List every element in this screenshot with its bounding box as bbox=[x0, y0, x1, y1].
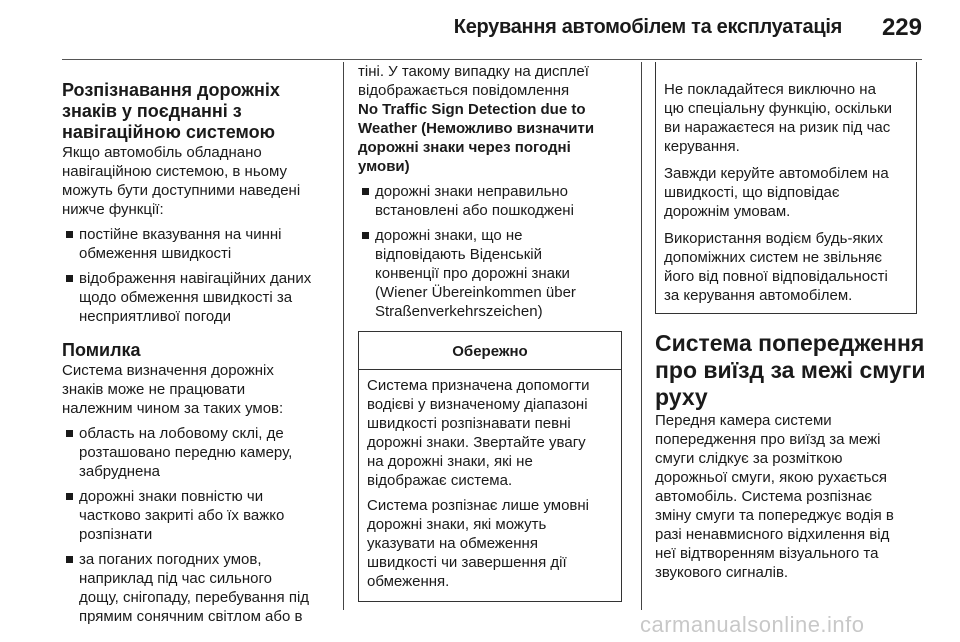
section-body: Передня камера системи попередження про виїзд за межі смуги слідкує за розміткою дорожньої смуги, якою рухається автомобіль. Система розпізнає зміну смуги та попереджує водія в разі ненавмисного відхилення від неї відтворенням візуального та звукового сигналів. bbox=[655, 412, 894, 581]
header-divider bbox=[62, 59, 922, 60]
section-heading-lane-departure: Система попередження про виїзд за межі смуги руху bbox=[655, 330, 926, 410]
continued-text: тіні. У такому випадку на дисплеї відображається повідомлення bbox=[358, 63, 589, 99]
column-divider-2 bbox=[641, 62, 642, 610]
warning-paragraph: Не покладайтеся виключно на цю спеціальну функцію, оскільки ви наражаєтеся на ризик під час керування. bbox=[664, 81, 893, 155]
warning-paragraph: Використання водієм будь-яких допоміжних систем не звільняє його від повної відповідальності за керування автомобілем. bbox=[664, 230, 888, 304]
section-heading-sign-recognition-navigation: Розпізнавання дорожніх знаків у поєднанні з навігаційною системою bbox=[62, 80, 280, 142]
bullet-square-icon bbox=[66, 556, 73, 563]
section-heading-error: Помилка bbox=[62, 340, 141, 360]
warning-paragraph: Завжди керуйте автомобілем на швидкості, що відповідає дорожнім умовам. bbox=[664, 165, 889, 220]
list-item: область на лобовому склі, де розташовано передню камеру, забруднена bbox=[62, 424, 330, 481]
section-intro: Якщо автомобіль обладнано навігаційною системою, в ньому можуть бути доступними наведені нижче функції: bbox=[62, 144, 301, 218]
list-item: відображення навігаційних даних щодо обмеження швидкості за несприятливої погоди bbox=[62, 269, 330, 326]
bullet-square-icon bbox=[66, 275, 73, 282]
page-number: 229 bbox=[881, 14, 922, 41]
warning-paragraph: Система призначена допомогти водієві у визначеному діапазоні швидкості розпізнавати певні дорожні знаки. Звертайте увагу на дорожні знаки, які не відображає система. bbox=[367, 377, 590, 489]
warning-box bbox=[358, 331, 622, 602]
column-2 bbox=[358, 62, 630, 602]
section-intro: Система визначення дорожніх знаків може не працювати належним чином за таких умов: bbox=[62, 362, 284, 417]
list-item: дорожні знаки, що не відповідають Віденській конвенції про дорожні знаки (Wiener Übereinkommen über Straßenverkehrszeichen) bbox=[358, 226, 630, 321]
display-message: No Traffic Sign Detection due to Weather (Неможливо визначити дорожні знаки через погодні умови) bbox=[358, 101, 595, 175]
list-item: дорожні знаки повністю чи частково закриті або їх важко розпізнати bbox=[62, 487, 330, 544]
bullet-square-icon bbox=[362, 188, 369, 195]
bullet-square-icon bbox=[66, 493, 73, 500]
bullet-square-icon bbox=[66, 231, 73, 238]
warning-title: Обережно bbox=[359, 332, 621, 370]
page-header bbox=[0, 0, 960, 60]
column-3 bbox=[655, 62, 926, 582]
column-1 bbox=[62, 62, 330, 626]
bullet-square-icon bbox=[362, 232, 369, 239]
running-header-title: Керування автомобілем та експлуатація bbox=[453, 16, 842, 38]
list-item: постійне вказування на чинні обмеження швидкості bbox=[62, 225, 330, 263]
warning-paragraph: Система розпізнає лише умовні дорожні знаки, які можуть указувати на обмеження швидкості чи завершення дії обмеження. bbox=[367, 497, 589, 590]
list-item: дорожні знаки неправильно встановлені або пошкоджені bbox=[358, 182, 630, 220]
warning-box-continued bbox=[655, 62, 917, 314]
watermark-text: carmanualsonline.info bbox=[640, 612, 865, 637]
bullet-square-icon bbox=[66, 430, 73, 437]
column-divider-1 bbox=[343, 62, 344, 610]
list-item: за поганих погодних умов, наприклад під час сильного дощу, снігопаду, перебування під прямим сонячним світлом або в bbox=[62, 550, 330, 626]
